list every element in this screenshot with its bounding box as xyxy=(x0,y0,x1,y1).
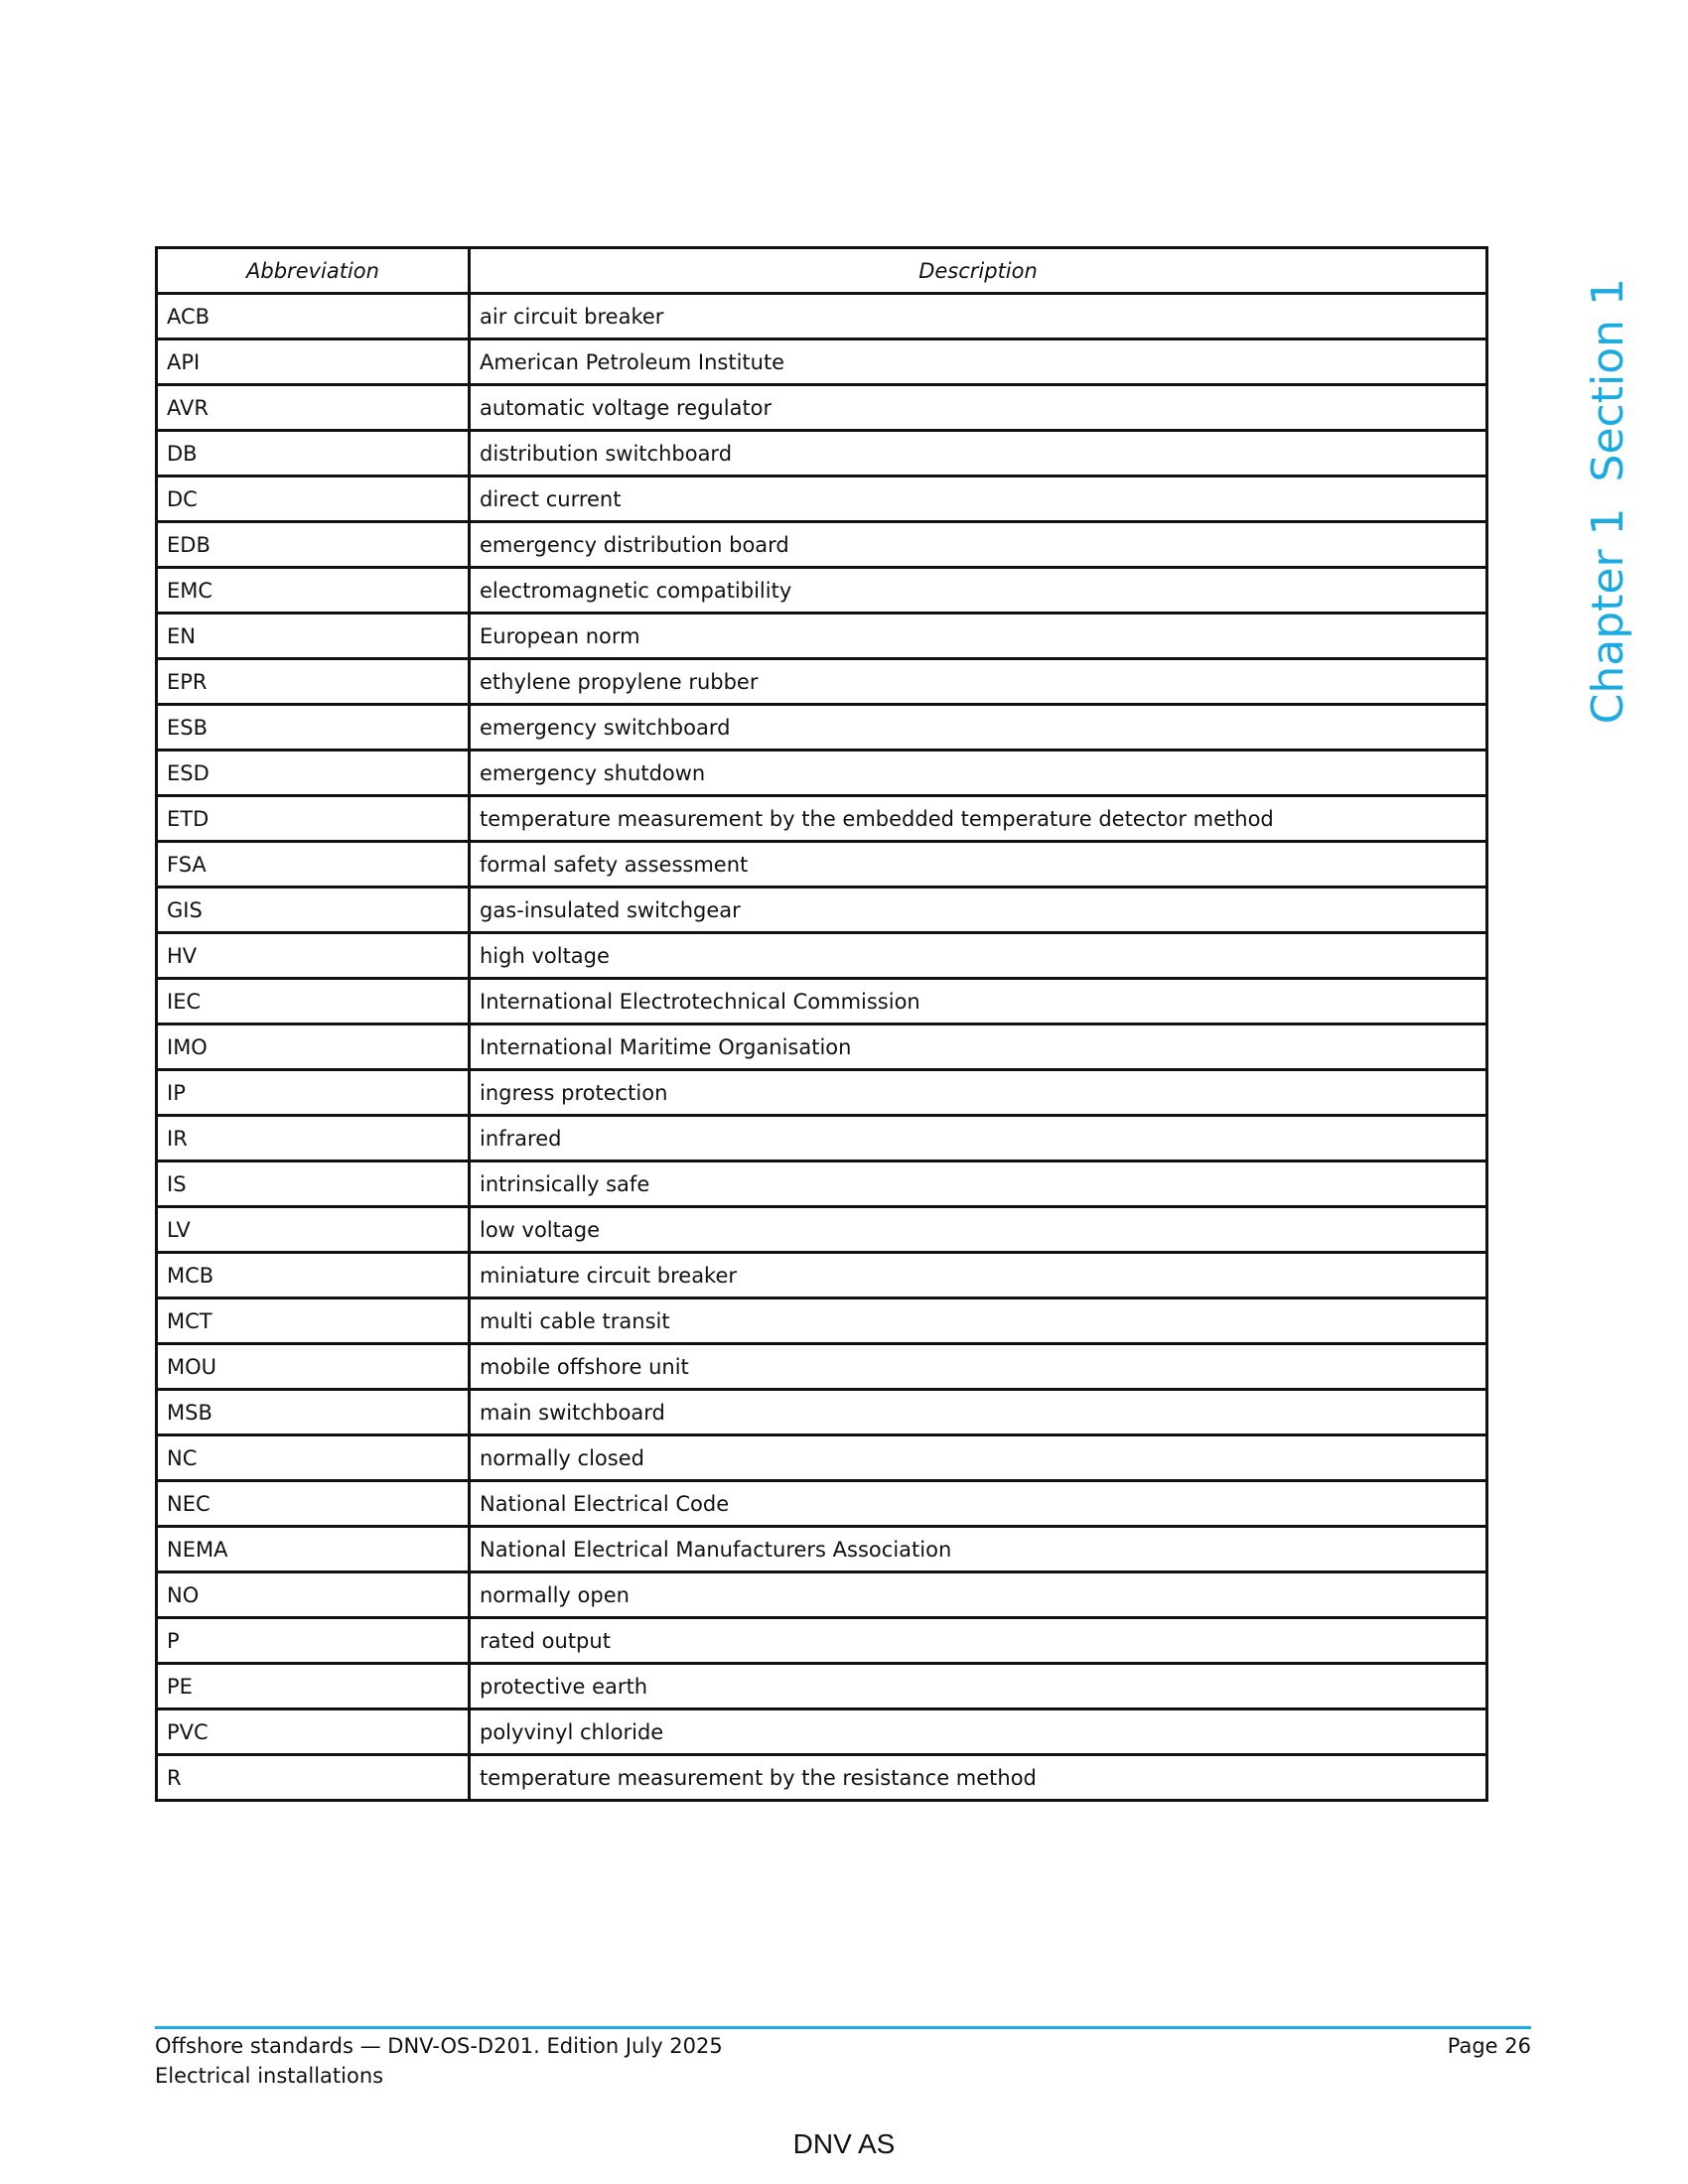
description-cell: electromagnetic compatibility xyxy=(470,568,1487,614)
table-row xyxy=(157,1344,1487,1390)
abbreviation-cell: NC xyxy=(157,1435,470,1481)
table-row xyxy=(157,796,1487,842)
table-row xyxy=(157,431,1487,477)
table-row xyxy=(157,1390,1487,1435)
table-row xyxy=(157,1435,1487,1481)
table-header-row xyxy=(157,248,1487,294)
abbreviation-cell: ESB xyxy=(157,705,470,751)
chapter-label: Chapter 1 xyxy=(1583,507,1633,725)
table-row xyxy=(157,1481,1487,1527)
abbreviation-cell: ETD xyxy=(157,796,470,842)
abbreviation-cell: IMO xyxy=(157,1024,470,1070)
table-row xyxy=(157,1527,1487,1572)
abbreviation-cell: NEC xyxy=(157,1481,470,1527)
table-row xyxy=(157,1755,1487,1801)
abbreviation-cell: ACB xyxy=(157,294,470,340)
description-cell: direct current xyxy=(470,477,1487,522)
description-cell: low voltage xyxy=(470,1207,1487,1253)
description-cell: National Electrical Manufacturers Association xyxy=(470,1527,1487,1572)
description-cell: ingress protection xyxy=(470,1070,1487,1116)
description-cell: emergency switchboard xyxy=(470,705,1487,751)
table-row xyxy=(157,1161,1487,1207)
description-cell: high voltage xyxy=(470,933,1487,979)
abbreviation-cell: IEC xyxy=(157,979,470,1024)
chapter-section-label xyxy=(1579,278,1638,735)
abbreviation-cell: EN xyxy=(157,614,470,659)
description-cell: emergency distribution board xyxy=(470,522,1487,568)
header-description: Description xyxy=(470,248,1487,294)
table-row xyxy=(157,614,1487,659)
abbreviation-cell: P xyxy=(157,1618,470,1664)
header-abbreviation: Abbreviation xyxy=(157,248,470,294)
abbreviation-cell: NEMA xyxy=(157,1527,470,1572)
page-number: Page 26 xyxy=(1447,2034,1531,2058)
table-row xyxy=(157,340,1487,385)
description-cell: distribution switchboard xyxy=(470,431,1487,477)
table-body xyxy=(157,294,1487,1801)
description-cell: automatic voltage regulator xyxy=(470,385,1487,431)
abbreviation-cell: IS xyxy=(157,1161,470,1207)
company-name: DNV AS xyxy=(792,2128,896,2159)
table-row xyxy=(157,1572,1487,1618)
table-row xyxy=(157,659,1487,705)
description-cell: rated output xyxy=(470,1618,1487,1664)
description-cell: temperature measurement by the embedded temperature detector method xyxy=(470,796,1487,842)
abbreviation-cell: EMC xyxy=(157,568,470,614)
table-row xyxy=(157,887,1487,933)
abbreviation-cell: MOU xyxy=(157,1344,470,1390)
section-label: Section 1 xyxy=(1583,278,1633,482)
description-cell: formal safety assessment xyxy=(470,842,1487,887)
description-cell: National Electrical Code xyxy=(470,1481,1487,1527)
table-row xyxy=(157,1709,1487,1755)
abbreviation-cell: EPR xyxy=(157,659,470,705)
description-cell: miniature circuit breaker xyxy=(470,1253,1487,1298)
table-row xyxy=(157,842,1487,887)
abbreviation-cell: IP xyxy=(157,1070,470,1116)
table-row xyxy=(157,1207,1487,1253)
table-row xyxy=(157,1664,1487,1709)
description-cell: intrinsically safe xyxy=(470,1161,1487,1207)
table-row xyxy=(157,1298,1487,1344)
description-cell: normally closed xyxy=(470,1435,1487,1481)
description-cell: gas-insulated switchgear xyxy=(470,887,1487,933)
abbreviation-cell: GIS xyxy=(157,887,470,933)
table-row xyxy=(157,1253,1487,1298)
description-cell: multi cable transit xyxy=(470,1298,1487,1344)
table-row xyxy=(157,1618,1487,1664)
table-row xyxy=(157,294,1487,340)
description-cell: normally open xyxy=(470,1572,1487,1618)
abbreviation-cell: HV xyxy=(157,933,470,979)
abbreviation-cell: API xyxy=(157,340,470,385)
table-row xyxy=(157,751,1487,796)
abbreviation-cell: LV xyxy=(157,1207,470,1253)
description-cell: International Electrotechnical Commission xyxy=(470,979,1487,1024)
description-cell: protective earth xyxy=(470,1664,1487,1709)
description-cell: mobile offshore unit xyxy=(470,1344,1487,1390)
abbreviation-cell: MCB xyxy=(157,1253,470,1298)
description-cell: ethylene propylene rubber xyxy=(470,659,1487,705)
abbreviation-cell: AVR xyxy=(157,385,470,431)
footer-divider xyxy=(155,2026,1531,2029)
description-cell: temperature measurement by the resistance method xyxy=(470,1755,1487,1801)
abbreviations-table xyxy=(155,246,1488,1802)
abbreviation-cell: FSA xyxy=(157,842,470,887)
description-cell: polyvinyl chloride xyxy=(470,1709,1487,1755)
abbreviation-cell: IR xyxy=(157,1116,470,1161)
description-cell: emergency shutdown xyxy=(470,751,1487,796)
table-row xyxy=(157,1070,1487,1116)
table-row xyxy=(157,385,1487,431)
abbreviation-cell: PE xyxy=(157,1664,470,1709)
description-cell: infrared xyxy=(470,1116,1487,1161)
description-cell: International Maritime Organisation xyxy=(470,1024,1487,1070)
table-row xyxy=(157,477,1487,522)
abbreviation-cell: MCT xyxy=(157,1298,470,1344)
description-cell: air circuit breaker xyxy=(470,294,1487,340)
table-row xyxy=(157,979,1487,1024)
description-cell: American Petroleum Institute xyxy=(470,340,1487,385)
table-row xyxy=(157,522,1487,568)
abbreviation-cell: PVC xyxy=(157,1709,470,1755)
abbreviation-cell: R xyxy=(157,1755,470,1801)
footer-standard-title: Offshore standards — DNV-OS-D201. Edition July 2025 xyxy=(155,2034,723,2058)
table-row xyxy=(157,933,1487,979)
table-row xyxy=(157,705,1487,751)
abbreviation-cell: NO xyxy=(157,1572,470,1618)
description-cell: main switchboard xyxy=(470,1390,1487,1435)
table-row xyxy=(157,1116,1487,1161)
abbreviation-cell: EDB xyxy=(157,522,470,568)
description-cell: European norm xyxy=(470,614,1487,659)
abbreviation-cell: MSB xyxy=(157,1390,470,1435)
abbreviation-cell: DC xyxy=(157,477,470,522)
abbreviation-cell: ESD xyxy=(157,751,470,796)
table-row xyxy=(157,1024,1487,1070)
footer-subtitle: Electrical installations xyxy=(155,2064,384,2088)
table-row xyxy=(157,568,1487,614)
abbreviation-cell: DB xyxy=(157,431,470,477)
